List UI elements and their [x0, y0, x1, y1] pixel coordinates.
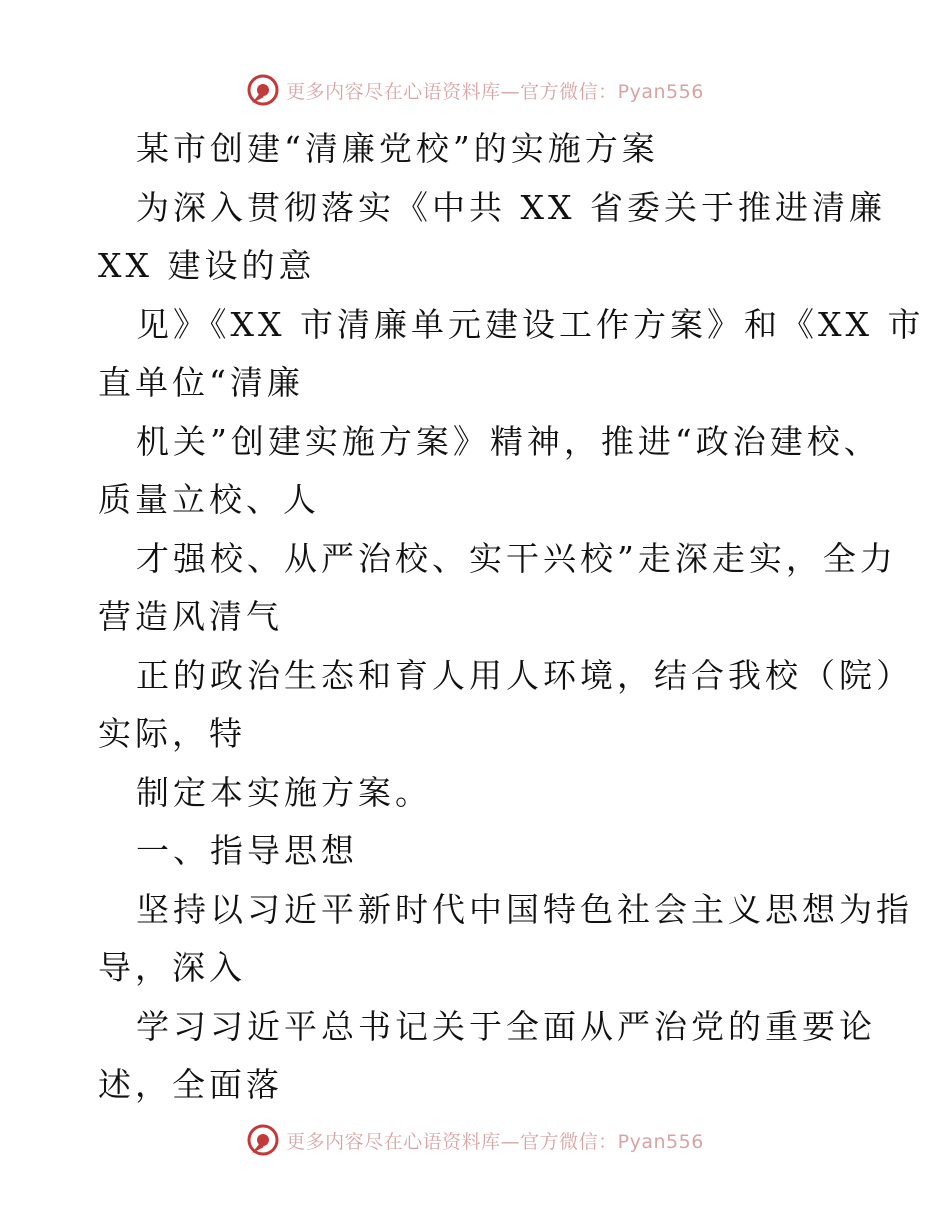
watermark-text: 更多内容尽在心语资料库—官方微信：Pyan556	[286, 80, 704, 103]
text-line: 为深入贯彻落实《中共 XX 省委关于推进清廉	[136, 187, 886, 227]
text-line: 质量立校、人	[98, 480, 320, 519]
text-line: 述，全面落	[98, 1065, 283, 1104]
text-line: XX 建设的意	[98, 246, 316, 285]
text-line: 直单位“清廉	[98, 363, 304, 402]
footer-watermark	[0, 1120, 950, 1160]
text-line: 正的政治生态和育人用人环境，结合我校（院）	[136, 655, 913, 695]
text-line: 营造风清气	[98, 597, 283, 636]
watermark-text: 更多内容尽在心语资料库—官方微信：Pyan556	[286, 1130, 704, 1153]
document-body	[98, 120, 925, 1115]
text-line: 实际，特	[98, 714, 246, 753]
pen-logo-icon	[246, 73, 280, 107]
text-line: 见》《XX 市清廉单元建设工作方案》和《XX 市	[136, 304, 925, 344]
text-line: 制定本实施方案。	[136, 772, 432, 812]
text-line: 导，深入	[98, 948, 246, 987]
header-watermark	[0, 70, 950, 110]
text-line: 坚持以习近平新时代中国特色社会主义思想为指	[136, 889, 913, 929]
text-line: 机关”创建实施方案》精神，推进“政治建校、	[136, 421, 881, 461]
pen-logo-icon	[246, 1123, 280, 1157]
text-line: 才强校、从严治校、实干兴校”走深走实，全力	[136, 538, 897, 578]
text-line: 某市创建“清廉党校”的实施方案	[136, 129, 659, 168]
text-line: 学习习近平总书记关于全面从严治党的重要论	[136, 1006, 876, 1046]
text-line: 一、指导思想	[136, 831, 358, 870]
